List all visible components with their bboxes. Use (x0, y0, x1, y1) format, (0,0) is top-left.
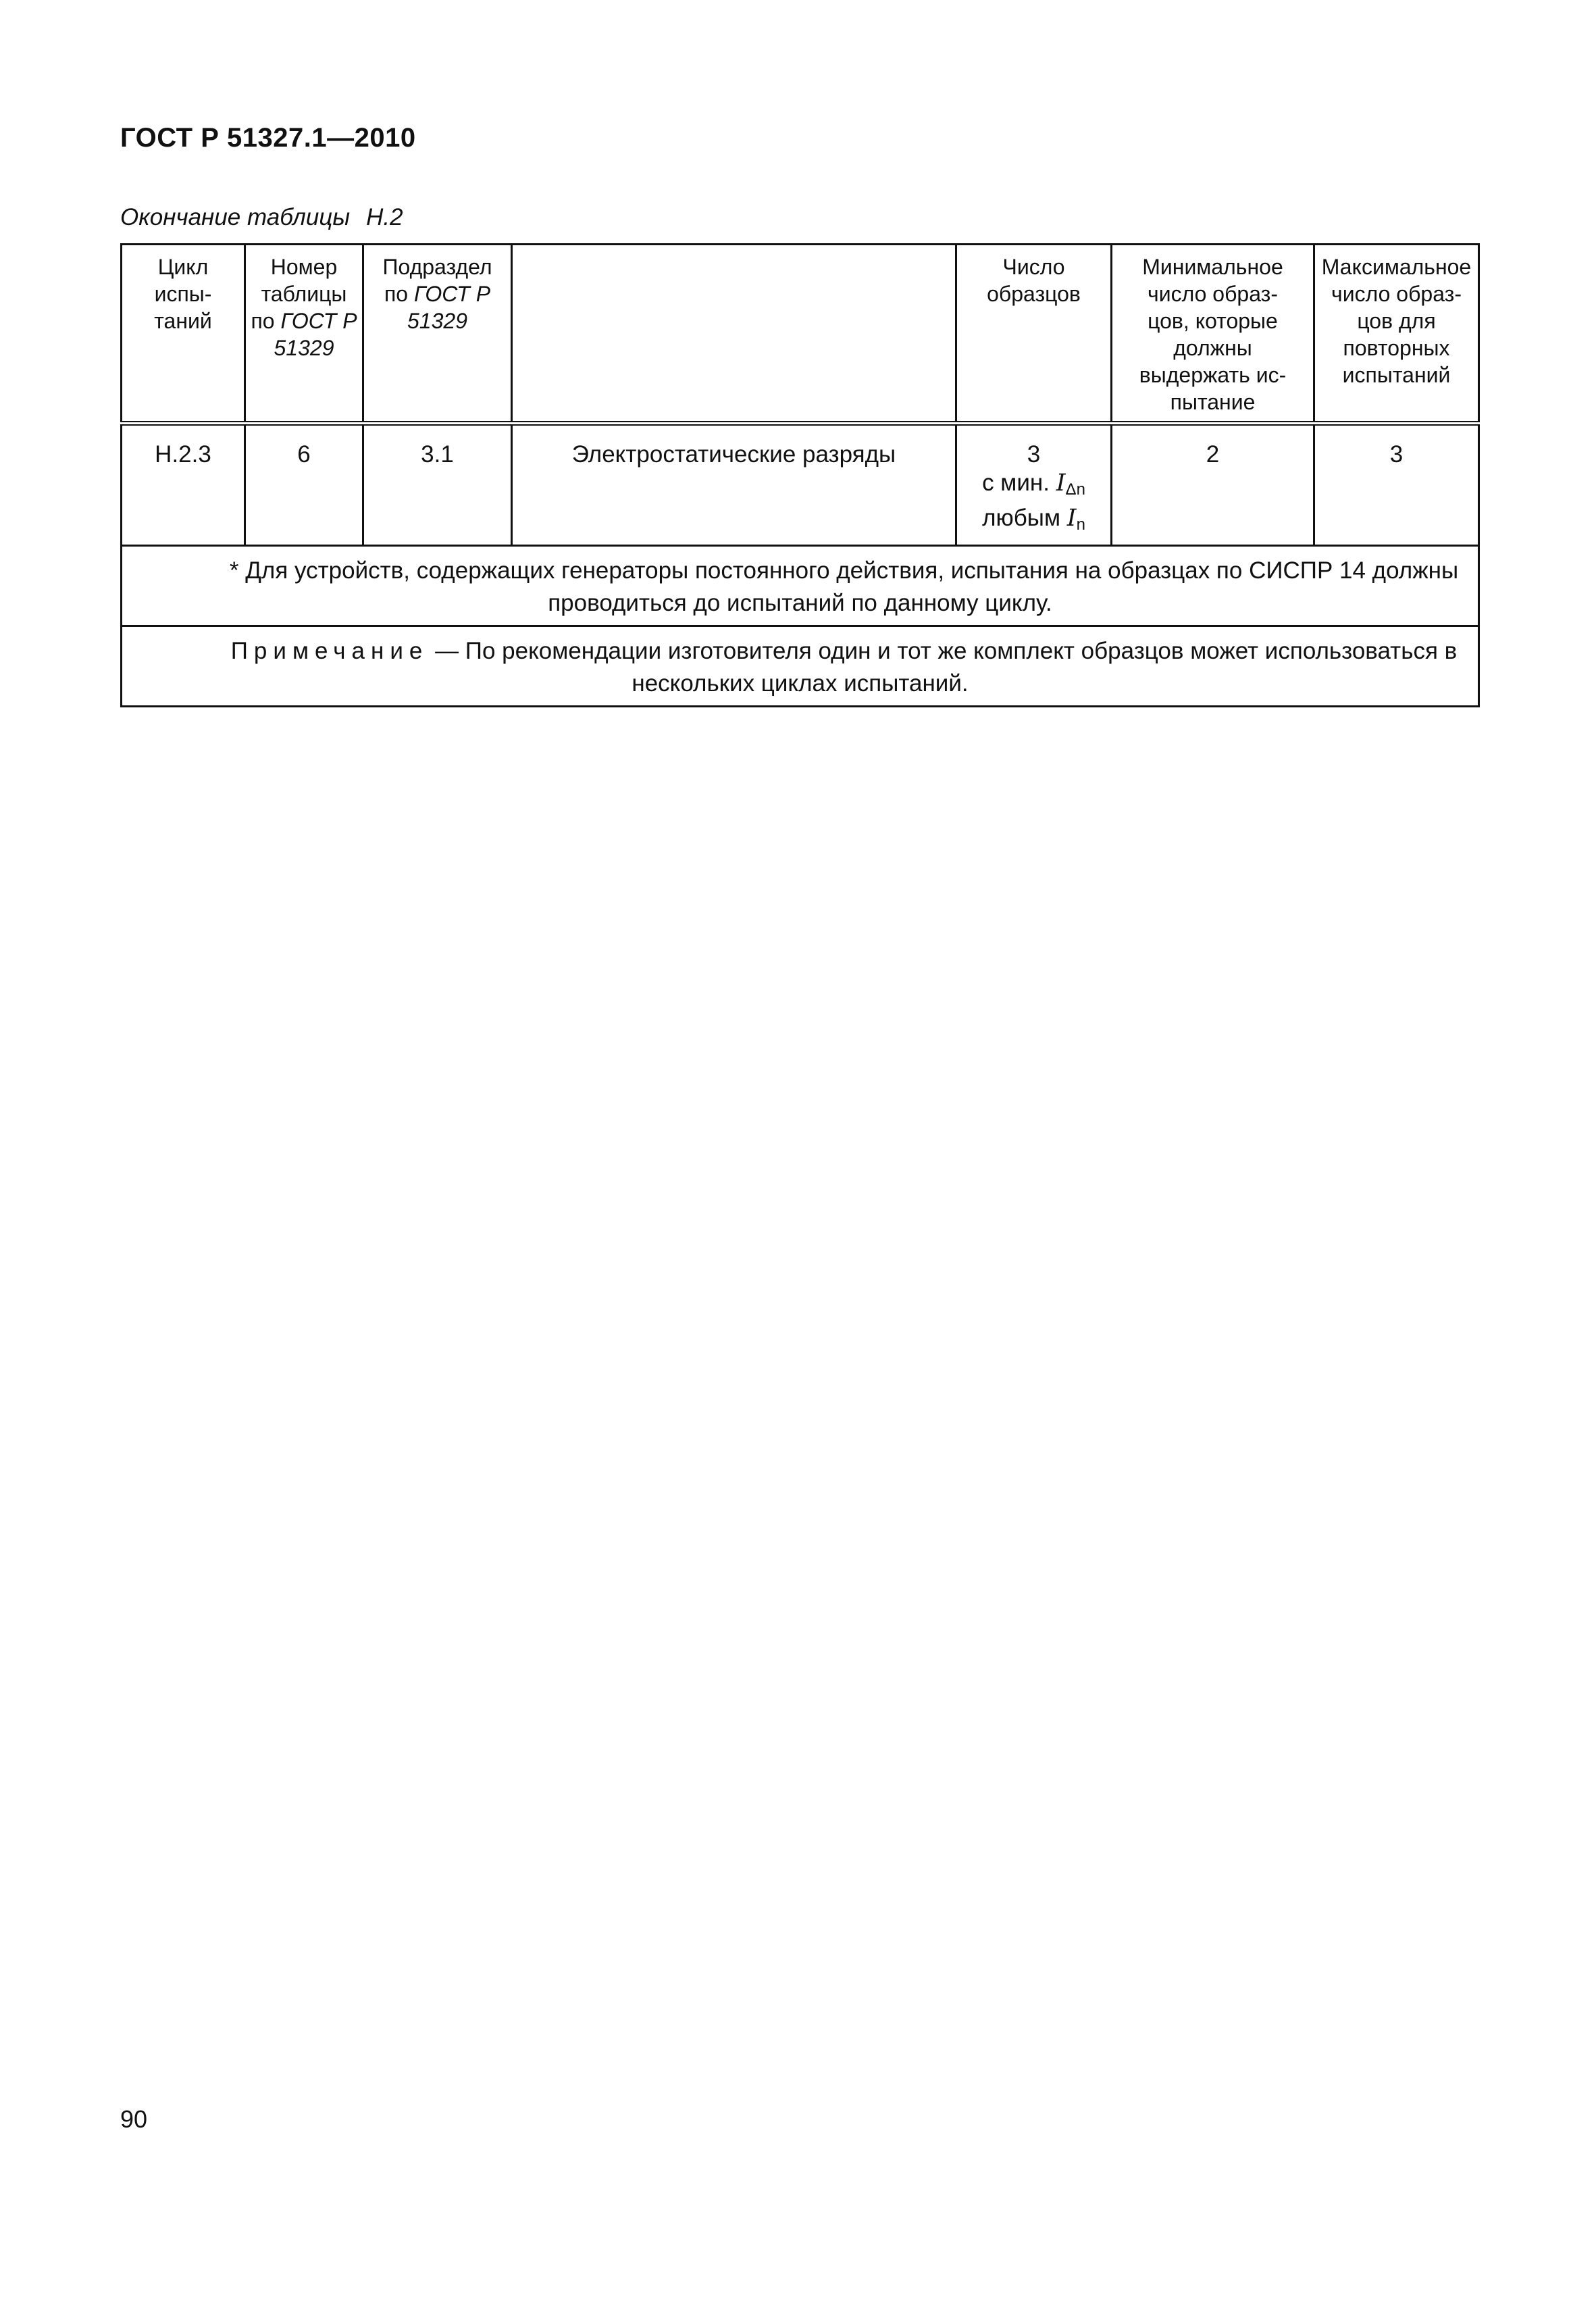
cell-table-number: 6 (245, 424, 363, 546)
table-footnote: * Для устройств, содержащих генераторы постоянного действия, испытания на образцах по СИСПР 14 должны проводиться до испытаний по данному циклу. (122, 546, 1479, 626)
header-max-samples: Максимальное число образ- цов для повторных испытаний (1314, 245, 1479, 424)
table-row (122, 424, 1479, 546)
samples-any-line: любым $I_n$ (982, 505, 1085, 534)
cell-description: Электростатические разряды (512, 424, 956, 546)
header-samples: Число образцов (956, 245, 1112, 424)
cell-cycle: H.2.3 (122, 424, 245, 546)
table-caption-text: Окончание таблицы (120, 204, 351, 230)
cell-max-samples: 3 (1314, 424, 1479, 546)
note-text: — По рекомендации изготовителя один и тот же комплект образцов может использоваться в нескольких циклах испытаний. (428, 638, 1458, 697)
document-header: ГОСТ Р 51327.1—2010 (120, 123, 416, 153)
header-min-samples: Минимальное число образ- цов, которые должны выдержать ис- пытание (1112, 245, 1314, 424)
header-subsection: Подраздел по ГОСТ Р 51329 (363, 245, 512, 424)
footnote-row (122, 546, 1479, 626)
table-note (122, 626, 1479, 707)
cell-min-samples: 2 (1112, 424, 1314, 546)
header-cycle: Цикл испы- таний (122, 245, 245, 424)
table-header-row (122, 245, 1479, 424)
table-caption-number: H.2 (366, 204, 403, 230)
samples-count: 3 (1027, 441, 1041, 468)
samples-min-line: с мин. $I_{\Delta n}$ (982, 470, 1085, 499)
cell-subsection: 3.1 (363, 424, 512, 546)
table-caption (120, 204, 403, 231)
note-row (122, 626, 1479, 707)
page-number: 90 (120, 2105, 148, 2133)
note-label: Примечание (230, 638, 429, 664)
cell-samples (956, 424, 1112, 546)
samples-table (120, 243, 1480, 707)
header-description (512, 245, 956, 424)
header-table-number: Номер таблицы по ГОСТ Р 51329 (245, 245, 363, 424)
